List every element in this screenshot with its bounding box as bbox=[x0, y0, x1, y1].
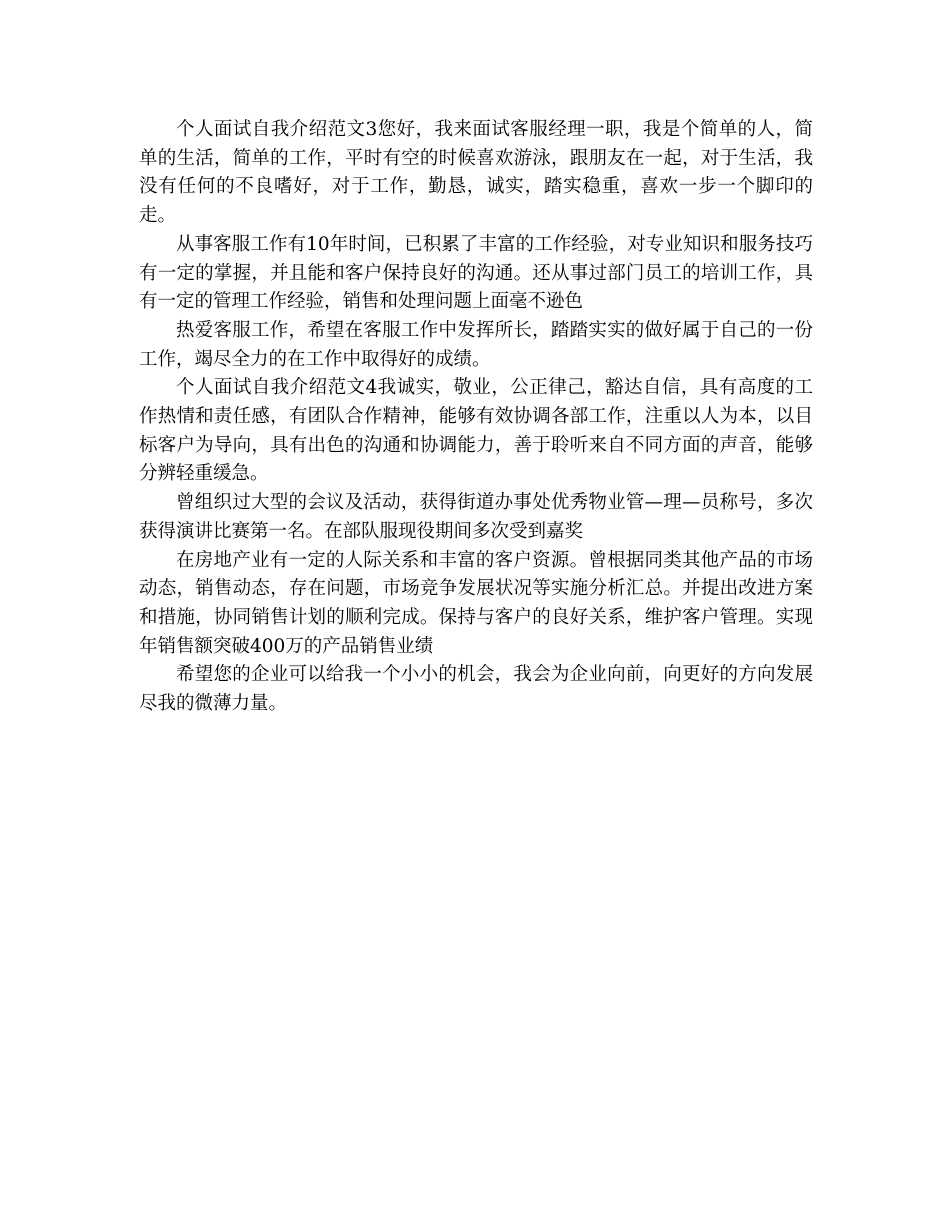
paragraph-experience: 从事客服工作有10年时间，已积累了丰富的工作经验，对专业知识和服务技巧有一定的掌握，并且能和客户保持良好的沟通。还从事过部门员工的培训工作，具有一定的管理工作经验，销售和处理问题上面毫不逊色 bbox=[139, 233, 813, 313]
paragraph-passion: 热爱客服工作，希望在客服工作中发挥所长，踏踏实实的做好属于自己的一份工作，竭尽全力的在工作中取得好的成绩。 bbox=[139, 319, 813, 370]
paragraph-real-estate: 在房地产业有一定的人际关系和丰富的客户资源。曾根据同类其他产品的市场动态，销售动态，存在问题，市场竞争发展状况等实施分析汇总。并提出改进方案和措施，协同销售计划的顺利完成。保持与客户的良好关系，维护客户管理。实现年销售额突破400万的产品销售业绩 bbox=[139, 549, 813, 657]
document-body bbox=[139, 116, 813, 719]
paragraph-intro-3: 个人面试自我介绍范文3您好，我来面试客服经理一职，我是个简单的人，简单的生活，简单的工作，平时有空的时候喜欢游泳，跟朋友在一起，对于生活，我没有任何的不良嗜好，对于工作，勤恳，诚实，踏实稳重，喜欢一步一个脚印的走。 bbox=[139, 119, 813, 227]
paragraph-awards: 曾组织过大型的会议及活动，获得街道办事处优秀物业管—理—员称号，多次获得演讲比赛第一名。在部队服现役期间多次受到嘉奖 bbox=[139, 492, 813, 542]
paragraph-intro-4: 个人面试自我介绍范文4我诚实，敬业，公正律己，豁达自信，具有高度的工作热情和责任感，有团队合作精神，能够有效协调各部工作，注重以人为本，以目标客户为导向，具有出色的沟通和协调能力，善于聆听来自不同方面的声音，能够分辨轻重缓急。 bbox=[139, 377, 813, 485]
paragraph-closing: 希望您的企业可以给我一个小小的机会，我会为企业向前，向更好的方向发展尽我的微薄力量。 bbox=[139, 664, 813, 715]
